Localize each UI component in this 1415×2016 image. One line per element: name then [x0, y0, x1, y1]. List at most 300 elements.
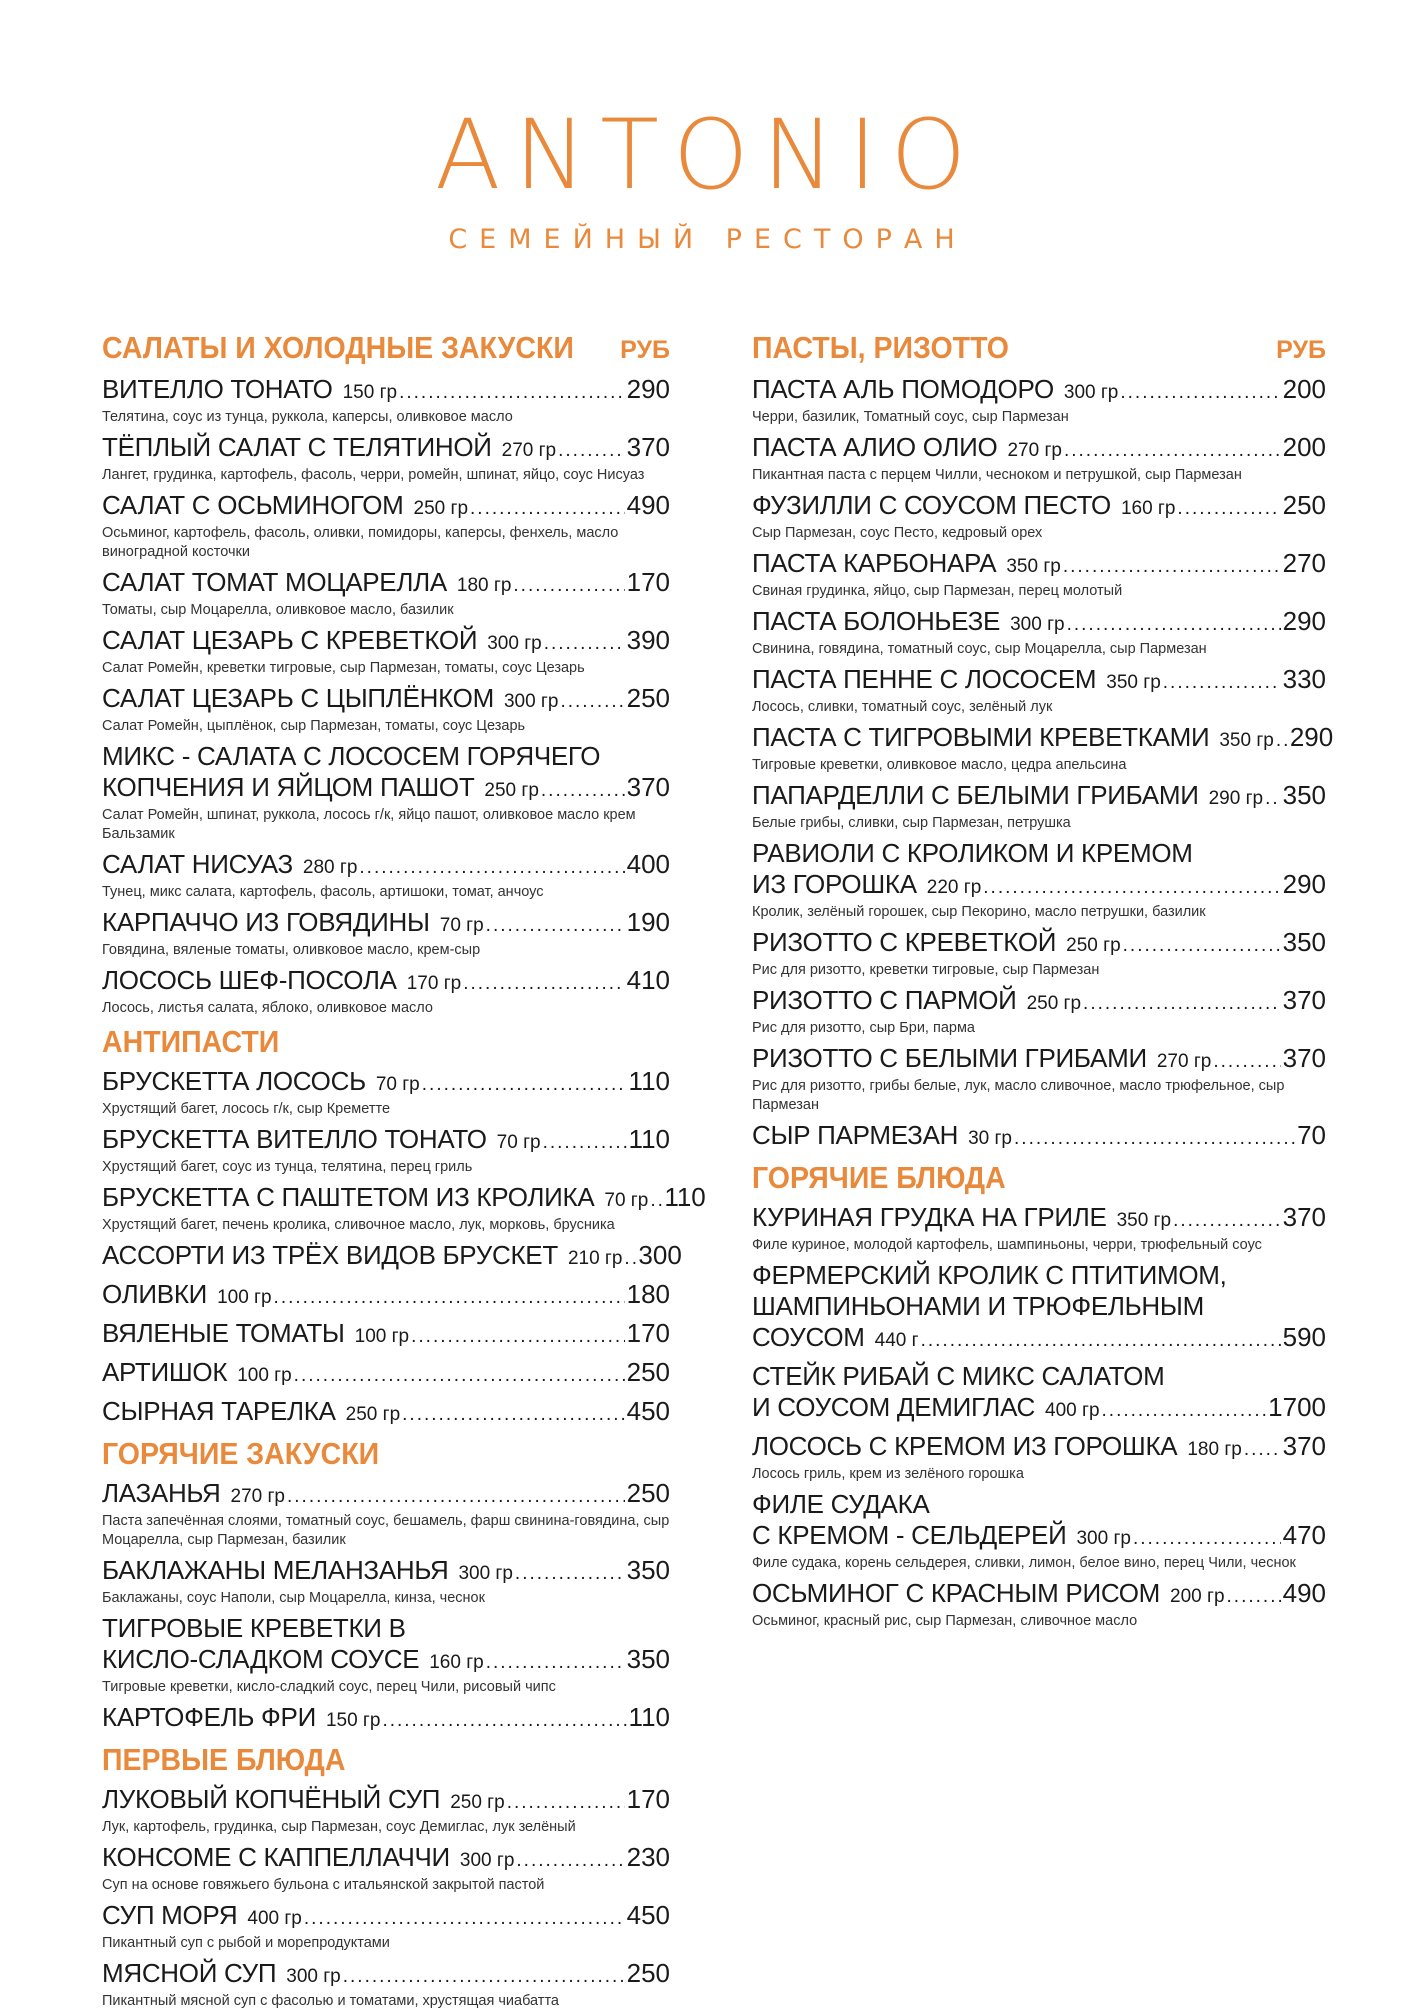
dish-price: 300	[638, 1240, 682, 1270]
menu-item-row	[752, 869, 1326, 903]
dish-price: 370	[1282, 1043, 1326, 1073]
dish-description: Хрустящий багет, соус из тунца, телятина, перец гриль	[102, 1159, 473, 1175]
menu-item	[752, 780, 1326, 833]
section-title: ГОРЯЧИЕ ЗАКУСКИ	[102, 1436, 380, 1471]
dish-price: 370	[1282, 985, 1326, 1015]
dish-price: 170	[626, 1784, 670, 1814]
dish-weight: 270 гр	[1007, 440, 1062, 461]
menu-item	[752, 1431, 1326, 1484]
dish-name: ЛАЗАНЬЯ	[102, 1478, 221, 1508]
menu-item	[752, 838, 1326, 922]
dish-price: 390	[626, 625, 670, 655]
dish-name: ПАСТА ПЕННЕ С ЛОСОСЕМ	[752, 664, 1097, 694]
menu-item-row	[102, 1958, 670, 1992]
menu-item-row	[102, 1066, 670, 1100]
dish-price: 110	[628, 1066, 670, 1096]
dish-name: СЫРНАЯ ТАРЕЛКА	[102, 1396, 336, 1426]
dish-description: Тунец, микс салата, картофель, фасоль, артишоки, томат, анчоус	[102, 884, 544, 900]
menu-item-row	[102, 567, 670, 601]
menu-item	[102, 1900, 670, 1953]
dish-name: САЛАТ С ОСЬМИНОГОМ	[102, 490, 404, 520]
section-header-soups	[102, 1742, 670, 1778]
dish-weight: 250 гр	[450, 1792, 505, 1813]
dish-price: 110	[664, 1182, 706, 1212]
dot-leader	[1276, 725, 1288, 756]
dish-description: Пикантный мясной суп с фасолью и томатами, хрустящая чиабатта	[102, 1993, 559, 2009]
section-header-hot-dishes	[752, 1160, 1326, 1196]
menu-column-left	[102, 330, 706, 2016]
dish-price: 350	[626, 1555, 670, 1585]
menu-item	[752, 985, 1326, 1038]
dish-price: 200	[1282, 374, 1326, 404]
menu-item	[102, 1613, 670, 1697]
dot-leader	[287, 1481, 625, 1512]
menu-item-row	[102, 1318, 670, 1352]
dot-leader	[544, 628, 625, 659]
section-title: ПЕРВЫЕ БЛЮДА	[102, 1742, 346, 1777]
menu-item	[752, 1260, 1326, 1356]
dot-leader	[983, 872, 1280, 903]
dish-weight: 300 гр	[286, 1966, 341, 1987]
dish-name: АРТИШОК	[102, 1357, 228, 1387]
dish-description: Свинина, говядина, томатный соус, сыр Моцарелла, сыр Пармезан	[752, 641, 1207, 657]
section-title: ГОРЯЧИЕ БЛЮДА	[752, 1160, 1006, 1195]
dish-price: 400	[626, 849, 670, 879]
dot-leader	[343, 1961, 625, 1992]
dot-leader	[1173, 1205, 1281, 1236]
dot-leader	[541, 775, 625, 806]
dish-name: ФУЗИЛЛИ С СОУСОМ ПЕСТО	[752, 490, 1111, 520]
dish-name: ПАСТА АЛИО ОЛИО	[752, 432, 998, 462]
dish-price: 230	[626, 1842, 670, 1872]
dot-leader	[1083, 988, 1281, 1019]
dot-leader	[274, 1282, 625, 1313]
menu-item	[102, 1842, 670, 1895]
dish-description: Лангет, грудинка, картофель, фасоль, черри, ромейн, шпинат, яйцо, соус Нисуаз	[102, 467, 645, 483]
dish-weight: 100 гр	[354, 1326, 410, 1347]
dish-name: КОНСОМЕ С КАППЕЛЛАЧЧИ	[102, 1842, 450, 1872]
dish-weight: 350 гр	[1219, 730, 1274, 751]
dish-weight: 300 гр	[458, 1563, 513, 1584]
dish-name: СОУСОМ	[752, 1322, 865, 1352]
dish-name: ОСЬМИНОГ С КРАСНЫМ РИСОМ	[752, 1578, 1161, 1608]
dot-leader	[359, 852, 624, 883]
dish-weight: 100 гр	[237, 1365, 292, 1386]
menu-item	[102, 567, 670, 620]
menu-item	[752, 606, 1326, 659]
dish-description: Рис для ризотто, грибы белые, лук, масло сливочное, масло трюфельное, сыр Пармезан	[752, 1078, 1285, 1113]
menu-item-row	[752, 1043, 1326, 1077]
dish-name: СЫР ПАРМЕЗАН	[752, 1120, 959, 1150]
dish-price: 290	[1282, 606, 1326, 636]
dish-name: КИСЛО-СЛАДКОМ СОУСЕ	[102, 1644, 420, 1674]
menu-item	[752, 1202, 1326, 1255]
dish-description: Филе куриное, молодой картофель, шампиньоны, черри, трюфельный соус	[752, 1237, 1262, 1253]
menu-item-row	[102, 1279, 670, 1313]
menu-item	[752, 432, 1326, 485]
menu-item-row	[102, 625, 670, 659]
dish-name: РИЗОТТО С ПАРМОЙ	[752, 985, 1017, 1015]
dish-price: 250	[626, 1958, 670, 1988]
dish-description: Лосось, листья салата, яблоко, оливковое масло	[102, 1000, 433, 1016]
menu-items-list	[102, 1066, 706, 1430]
dish-weight: 300 гр	[503, 691, 559, 712]
dish-description: Хрустящий багет, лосось г/к, сыр Креметте	[102, 1101, 391, 1117]
menu-item-row	[102, 1702, 670, 1736]
dish-price: 490	[626, 490, 670, 520]
menu-item	[102, 1555, 670, 1608]
menu-item	[102, 1784, 670, 1837]
menu-item-row	[752, 1520, 1326, 1554]
menu-item-row	[752, 432, 1326, 466]
dot-leader	[558, 435, 624, 466]
dish-weight: 160 гр	[429, 1652, 484, 1673]
dish-description: Баклажаны, соус Наполи, сыр Моцарелла, кинза, чеснок	[102, 1590, 485, 1606]
dish-weight: 250 гр	[1026, 993, 1082, 1014]
menu-item	[752, 1489, 1326, 1573]
menu-item	[752, 548, 1326, 601]
menu-item	[102, 1240, 682, 1274]
section-header-salads	[102, 330, 670, 366]
dish-name: ЛОСОСЬ С КРЕМОМ ИЗ ГОРОШКА	[752, 1431, 1178, 1461]
dish-description: Лосось гриль, крем из зелёного горошка	[752, 1466, 1024, 1482]
dish-name: ВЯЛЕНЫЕ ТОМАТЫ	[102, 1318, 345, 1348]
menu-item	[102, 1182, 706, 1235]
menu-item-row	[102, 965, 670, 999]
dot-leader	[1123, 930, 1281, 961]
dot-leader	[422, 1069, 627, 1100]
dish-weight: 270 гр	[230, 1486, 285, 1507]
menu-item-row	[102, 907, 670, 941]
dish-name: ПАСТА АЛЬ ПОМОДОРО	[752, 374, 1054, 404]
menu-items-list	[102, 374, 670, 1018]
menu-item	[102, 490, 670, 562]
dish-weight: 70 гр	[604, 1190, 649, 1211]
menu-item	[102, 907, 670, 960]
dish-price: 350	[1282, 780, 1326, 810]
brand-name: ANTONIO	[434, 99, 981, 211]
dish-weight: 70 гр	[375, 1074, 420, 1095]
dot-leader	[382, 1705, 626, 1736]
dish-price: 290	[626, 374, 670, 404]
dish-name: БРУСКЕТТА С ПАШТЕТОМ ИЗ КРОЛИКА	[102, 1182, 595, 1212]
dish-name-line: СТЕЙК РИБАЙ С МИКС САЛАТОМ	[752, 1361, 1165, 1391]
menu-item-row	[102, 1396, 670, 1430]
menu-item	[102, 1279, 670, 1313]
menu-item	[102, 625, 670, 678]
dish-price: 370	[1282, 1431, 1326, 1461]
menu-item-row	[102, 374, 670, 408]
dish-weight: 280 гр	[302, 857, 358, 878]
dish-description: Пикантная паста с перцем Чилли, чесноком и петрушкой, сыр Пармезан	[752, 467, 1242, 483]
menu-item	[752, 722, 1334, 775]
dish-description: Паста запечённая слоями, томатный соус, бешамель, фарш свинина-говядина, сыр Моцарелла, сыр Пармезан, базилик	[102, 1513, 670, 1548]
menu-item	[102, 374, 670, 427]
dish-weight: 300 гр	[459, 1850, 515, 1871]
dish-weight: 300 гр	[487, 633, 542, 654]
menu-item	[102, 1702, 670, 1736]
dish-name: КАРТОФЕЛЬ ФРИ	[102, 1702, 316, 1732]
dot-leader	[486, 910, 625, 941]
menu-item-row	[752, 1431, 1326, 1465]
dish-price: 170	[626, 1318, 670, 1348]
dish-price: 270	[1282, 548, 1326, 578]
dot-leader	[560, 686, 624, 717]
menu-items-list	[102, 1784, 670, 2011]
dish-price: 370	[626, 432, 670, 462]
dish-name: КОПЧЕНИЯ И ЯЙЦОМ ПАШОТ	[102, 772, 475, 802]
menu-item-row	[752, 1120, 1326, 1154]
menu-item-row	[752, 490, 1326, 524]
menu-item	[102, 741, 670, 844]
dish-description: Осьминог, красный рис, сыр Пармезан, сливочное масло	[752, 1613, 1138, 1629]
dish-weight: 160 гр	[1120, 498, 1176, 519]
dish-description: Рис для ризотто, креветки тигровые, сыр Пармезан	[752, 962, 1100, 978]
dish-weight: 210 гр	[567, 1248, 623, 1269]
dish-weight: 300 гр	[1063, 382, 1119, 403]
dot-leader	[1227, 1581, 1281, 1612]
dish-weight: 170 гр	[406, 973, 462, 994]
dish-price: 250	[626, 1357, 670, 1387]
dish-description: Свиная грудинка, яйцо, сыр Пармезан, перец молотый	[752, 583, 1123, 599]
dot-leader	[304, 1903, 625, 1934]
menu-item-row	[102, 432, 670, 466]
dot-leader	[294, 1360, 625, 1391]
dish-description: Тигровые креветки, оливковое масло, цедра апельсина	[752, 757, 1127, 773]
menu-item	[102, 849, 670, 902]
dish-weight: 220 гр	[926, 877, 982, 898]
dish-name: МЯСНОЙ СУП	[102, 1958, 277, 1988]
dot-leader	[1120, 377, 1280, 408]
dish-name: И СОУСОМ ДЕМИГЛАС	[752, 1392, 1036, 1422]
dish-weight: 270 гр	[1156, 1051, 1212, 1072]
dish-name-line: МИКС - САЛАТА С ЛОСОСЕМ ГОРЯЧЕГО	[102, 741, 601, 771]
dot-leader	[624, 1243, 636, 1274]
dot-leader	[543, 1127, 627, 1158]
menu-item	[102, 1396, 670, 1430]
dish-price: 250	[626, 1478, 670, 1508]
dish-weight: 150 гр	[325, 1710, 381, 1731]
dish-name: ПАСТА КАРБОНАРА	[752, 548, 997, 578]
dot-leader	[1265, 783, 1281, 814]
menu-items-list	[102, 1478, 670, 1736]
dish-name: САЛАТ ЦЕЗАРЬ С ЦЫПЛЁНКОМ	[102, 683, 494, 713]
dot-leader	[1064, 435, 1281, 466]
menu-item-row	[752, 1392, 1326, 1426]
menu-item-row	[752, 1578, 1326, 1612]
dish-price: 290	[1289, 722, 1334, 752]
dot-leader	[1133, 1523, 1281, 1554]
dish-price: 180	[626, 1279, 670, 1309]
dish-price: 490	[1282, 1578, 1326, 1608]
dot-leader	[463, 968, 624, 999]
dish-description: Лук, картофель, грудинка, сыр Пармезан, соус Демиглас, лук зелёный	[102, 1819, 576, 1835]
dish-description: Томаты, сыр Моцарелла, оливковое масло, базилик	[102, 602, 454, 618]
section-header-antipasti	[102, 1024, 670, 1060]
dot-leader	[1163, 667, 1281, 698]
menu-item-row	[102, 1900, 670, 1934]
dish-name: СУП МОРЯ	[102, 1900, 238, 1930]
dish-description: Сыр Пармезан, соус Песто, кедровый орех	[752, 525, 1043, 541]
section-title: САЛАТЫ И ХОЛОДНЫЕ ЗАКУСКИ	[102, 330, 574, 365]
dish-description: Лосось, сливки, томатный соус, зелёный лук	[752, 699, 1053, 715]
menu-item-row	[102, 1784, 670, 1818]
dot-leader	[1014, 1123, 1295, 1154]
menu-item-row	[102, 1555, 670, 1589]
dish-weight: 250 гр	[413, 498, 469, 519]
dish-name: САЛАТ ЦЕЗАРЬ С КРЕВЕТКОЙ	[102, 625, 478, 655]
dish-name: ВИТЕЛЛО ТОНАТО	[102, 374, 333, 404]
dish-weight: 350 гр	[1106, 672, 1161, 693]
menu-item	[102, 1318, 670, 1352]
menu-item-row	[102, 1124, 670, 1158]
dish-weight: 350 гр	[1006, 556, 1061, 577]
dot-leader	[1063, 551, 1281, 582]
dot-leader	[399, 377, 625, 408]
dish-description: Тигровые креветки, кисло-сладкий соус, перец Чили, рисовый чипс	[102, 1679, 556, 1695]
menu-item	[752, 664, 1326, 717]
dish-name: САЛАТ НИСУАЗ	[102, 849, 293, 879]
dish-description: Рис для ризотто, сыр Бри, парма	[752, 1020, 976, 1036]
dish-description: Салат Ромейн, креветки тигровые, сыр Пармезан, томаты, соус Цезарь	[102, 660, 585, 676]
dish-price: 450	[626, 1900, 670, 1930]
dish-price: 110	[628, 1702, 670, 1732]
dish-name: ПАСТА БОЛОНЬЕЗЕ	[752, 606, 1001, 636]
menu-item	[752, 1578, 1326, 1631]
dish-weight: 70 гр	[496, 1132, 541, 1153]
menu-items-list	[752, 374, 1334, 1154]
currency-label: РУБ	[1276, 336, 1326, 364]
menu-item-row	[752, 606, 1326, 640]
dot-leader	[507, 1787, 625, 1818]
dish-weight: 400 гр	[247, 1908, 302, 1929]
dish-name: ЛУКОВЫЙ КОПЧЁНЫЙ СУП	[102, 1784, 441, 1814]
menu-item	[102, 432, 670, 485]
dish-name: РИЗОТТО С КРЕВЕТКОЙ	[752, 927, 1057, 957]
dish-name-line: РАВИОЛИ С КРОЛИКОМ И КРЕМОМ	[752, 838, 1193, 868]
dish-description: Осьминог, картофель, фасоль, оливки, помидоры, каперсы, фенхель, масло виноградной косточки	[102, 525, 619, 560]
dish-name-line: ТИГРОВЫЕ КРЕВЕТКИ В	[102, 1613, 406, 1643]
menu-item-row	[102, 490, 670, 524]
dot-leader	[1244, 1434, 1281, 1465]
menu-item-row	[752, 374, 1326, 408]
dish-name-line: ФЕРМЕРСКИЙ КРОЛИК С ПТИТИМОМ,	[752, 1260, 1227, 1290]
dish-price: 370	[1282, 1202, 1326, 1232]
dot-leader	[513, 570, 624, 601]
menu-item	[752, 927, 1326, 980]
restaurant-logo	[0, 100, 1415, 255]
dot-leader	[1213, 1046, 1280, 1077]
menu-item	[752, 1361, 1326, 1426]
dish-price: 250	[626, 683, 670, 713]
dish-description: Хрустящий багет, печень кролика, сливочное масло, лук, морковь, брусника	[102, 1217, 615, 1233]
menu-item-row	[102, 772, 670, 806]
dot-leader	[921, 1325, 1281, 1356]
menu-item-row	[752, 780, 1326, 814]
dish-description: Говядина, вяленые томаты, оливковое масло, крем-сыр	[102, 942, 481, 958]
dot-leader	[1177, 493, 1280, 524]
menu-item-row	[102, 849, 670, 883]
dish-weight: 70 гр	[439, 915, 484, 936]
dish-name: С КРЕМОМ - СЕЛЬДЕРЕЙ	[752, 1520, 1067, 1550]
dish-name: ОЛИВКИ	[102, 1279, 208, 1309]
menu-item	[102, 965, 670, 1018]
dish-name: ПАПАРДЕЛЛИ С БЕЛЫМИ ГРИБАМИ	[752, 780, 1199, 810]
dish-description: Салат Ромейн, шпинат, руккола, лосось г/к, яйцо пашот, оливковое масло крем Бальзамик	[102, 807, 636, 842]
dish-weight: 180 гр	[456, 575, 512, 596]
dish-weight: 270 гр	[501, 440, 557, 461]
menu-item	[102, 1958, 670, 2011]
menu-item	[102, 683, 670, 736]
dish-name: РИЗОТТО С БЕЛЫМИ ГРИБАМИ	[752, 1043, 1147, 1073]
dish-price: 70	[1297, 1120, 1326, 1150]
menu-item	[752, 1120, 1326, 1154]
dish-description: Телятина, соус из тунца, руккола, каперсы, оливковое масло	[102, 409, 513, 425]
dot-leader	[1067, 609, 1281, 640]
dish-price: 1700	[1268, 1392, 1326, 1422]
dish-price: 450	[626, 1396, 670, 1426]
dot-leader	[402, 1399, 624, 1430]
dish-description: Черри, базилик, Томатный соус, сыр Пармезан	[752, 409, 1069, 425]
dish-name: ПАСТА С ТИГРОВЫМИ КРЕВЕТКАМИ	[752, 722, 1210, 752]
dish-description: Суп на основе говяжьего бульона с итальянской закрытой пастой	[102, 1877, 545, 1893]
dish-weight: 100 гр	[217, 1287, 272, 1308]
menu-item-row	[752, 722, 1334, 756]
menu-item-row	[752, 1202, 1326, 1236]
dish-price: 200	[1282, 432, 1326, 462]
dot-leader	[515, 1558, 625, 1589]
section-title: ПАСТЫ, РИЗОТТО	[752, 330, 1009, 365]
dish-weight: 250 гр	[484, 780, 539, 801]
dish-weight: 300 гр	[1010, 614, 1065, 635]
dish-weight: 200 гр	[1170, 1586, 1225, 1607]
dot-leader	[411, 1321, 625, 1352]
dish-weight: 440 г	[874, 1330, 919, 1351]
dish-weight: 350 гр	[1116, 1210, 1172, 1231]
menu-item-row	[102, 1240, 682, 1274]
dish-name: КАРПАЧЧО ИЗ ГОВЯДИНЫ	[102, 907, 430, 937]
menu-item-row	[102, 1478, 670, 1512]
menu-item-row	[752, 985, 1326, 1019]
dish-weight: 400 гр	[1045, 1400, 1100, 1421]
dot-leader	[1102, 1395, 1267, 1426]
menu-items-list	[752, 1202, 1326, 1631]
section-title: АНТИПАСТИ	[102, 1024, 280, 1059]
brand-subtitle: СЕМЕЙНЫЙ РЕСТОРАН	[448, 224, 967, 255]
menu-item	[102, 1478, 670, 1550]
dish-description: Пикантный суп с рыбой и морепродуктами	[102, 1935, 390, 1951]
dish-name: КУРИНАЯ ГРУДКА НА ГРИЛЕ	[752, 1202, 1107, 1232]
menu-item-row	[102, 683, 670, 717]
dish-name: АССОРТИ ИЗ ТРЁХ ВИДОВ БРУСКЕТ	[102, 1240, 558, 1270]
dish-name-line: ШАМПИНЬОНАМИ И ТРЮФЕЛЬНЫМ	[752, 1291, 1204, 1321]
dish-price: 290	[1282, 869, 1326, 899]
dish-weight: 30 гр	[968, 1128, 1013, 1149]
menu-item-row	[102, 1644, 670, 1678]
dot-leader	[486, 1647, 625, 1678]
dish-name: ЛОСОСЬ ШЕФ-ПОСОЛА	[102, 965, 397, 995]
menu-column-right	[752, 330, 1334, 1636]
menu-item-row	[752, 1322, 1326, 1356]
menu-item	[752, 1043, 1326, 1115]
dish-price: 370	[626, 772, 670, 802]
dish-name: САЛАТ ТОМАТ МОЦАРЕЛЛА	[102, 567, 447, 597]
dot-leader	[650, 1185, 662, 1216]
dish-description: Салат Ромейн, цыплёнок, сыр Пармезан, томаты, соус Цезарь	[102, 718, 526, 734]
dish-name-line: ФИЛЕ СУДАКА	[752, 1489, 930, 1519]
dish-name: БРУСКЕТТА ЛОСОСЬ	[102, 1066, 366, 1096]
menu-item	[102, 1357, 670, 1391]
